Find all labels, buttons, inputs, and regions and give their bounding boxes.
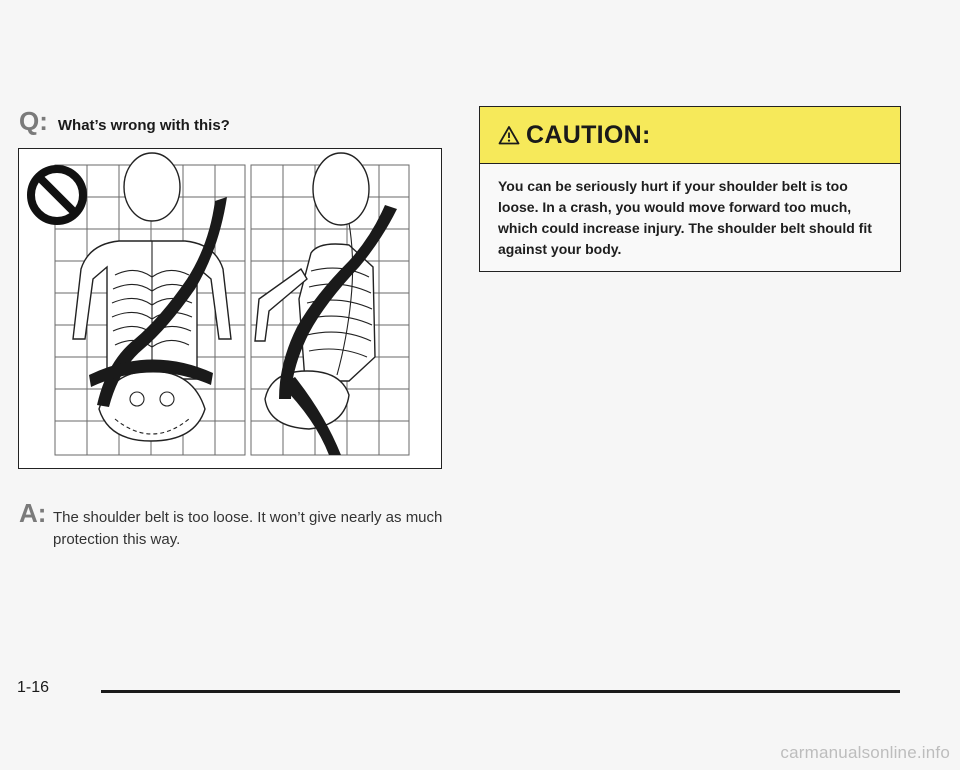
question-text: What’s wrong with this? [57,117,230,134]
answer-letter: A: [19,498,47,528]
side-skeleton [255,153,375,429]
watermark: carmanualsonline.info [780,743,950,762]
footer-rule [101,690,900,693]
caution-body: You can be seriously hurt if your shoulder belt is too loose. In a crash, you would move forward too much, which could increase injury. The shoulder belt should fit against your body. [498,178,872,257]
caution-title: CAUTION: [526,120,651,149]
caution-header [480,107,900,164]
warning-triangle-icon [498,125,520,145]
caution-box [479,106,901,272]
question [19,106,230,137]
page-number: 1-16 [17,679,50,696]
answer [19,498,449,551]
skeleton-drawing [19,149,443,470]
answer-text: The shoulder belt is too loose. It won’t give nearly as much protection this way. [53,509,443,548]
question-letter: Q: [19,106,48,136]
prohibited-icon [31,169,83,221]
seatbelt-illustration [18,148,442,469]
